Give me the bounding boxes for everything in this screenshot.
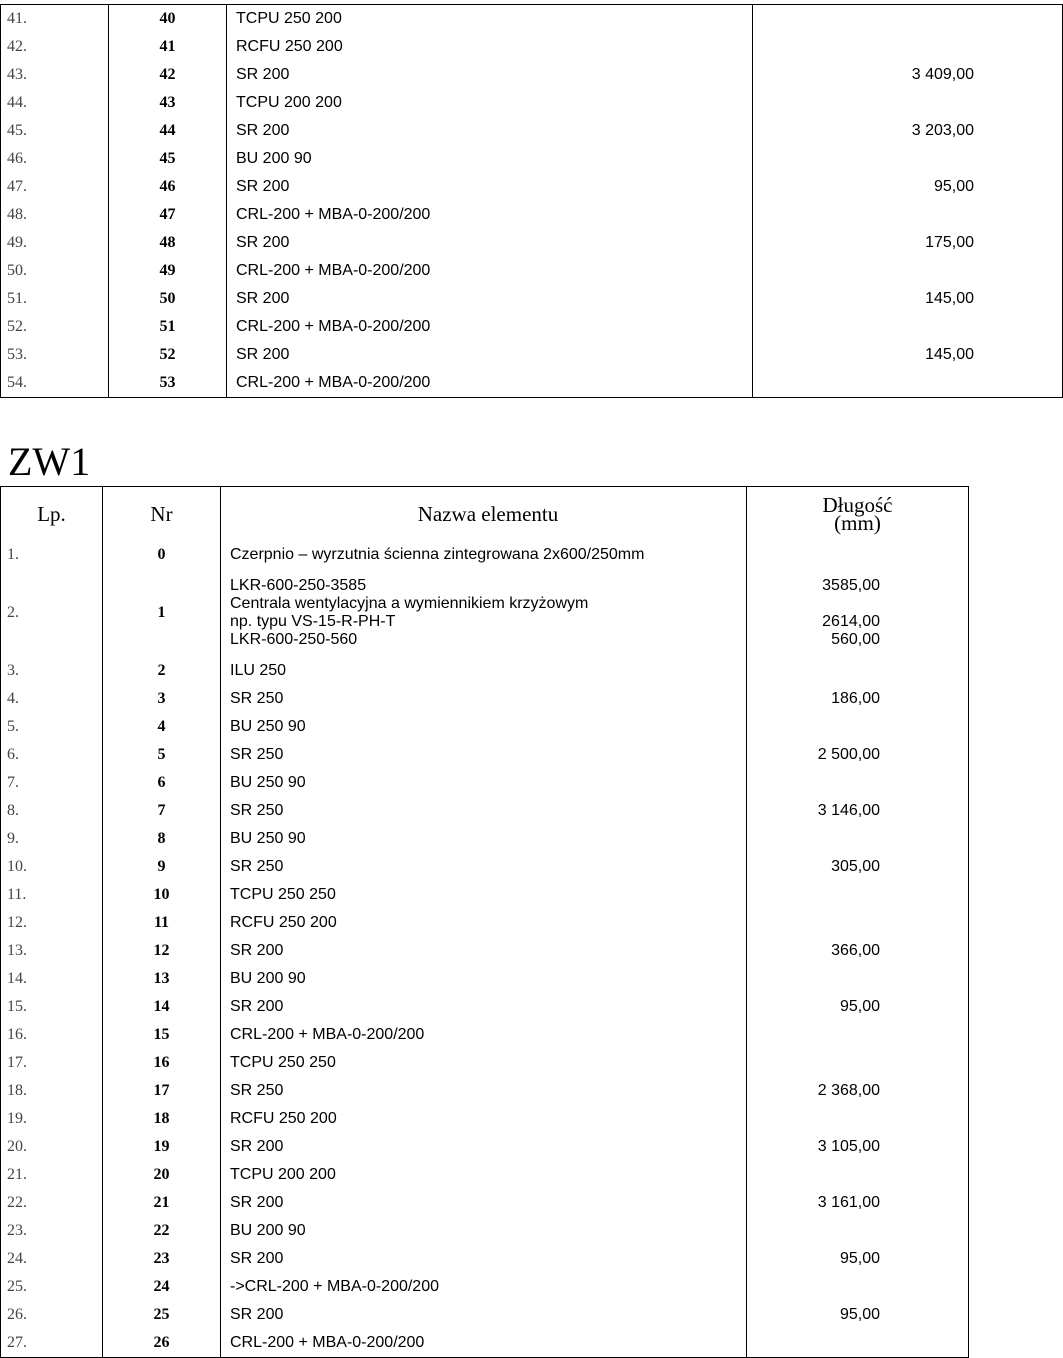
table-row (1, 657, 969, 685)
row-nr: 7 (103, 797, 221, 825)
row-length (747, 825, 969, 853)
row-nr: 50 (109, 285, 227, 313)
table-row (1, 1021, 969, 1049)
row-lp: 41. (1, 5, 109, 34)
row-nr: 25 (103, 1301, 221, 1329)
table-row (1, 937, 969, 965)
table-row (1, 1133, 969, 1161)
row-length (747, 1329, 969, 1358)
table-row (1, 1105, 969, 1133)
row-nr: 48 (109, 229, 227, 257)
row-nr: 46 (109, 173, 227, 201)
row-nr: 16 (103, 1049, 221, 1077)
row-length (753, 89, 1063, 117)
row-length-line: 3585,00 (822, 577, 880, 594)
table-row (1, 117, 1063, 145)
table-row (1, 993, 969, 1021)
row-length: 366,00 (747, 937, 969, 965)
table-row (1, 89, 1063, 117)
row-length (753, 313, 1063, 341)
header-nr: Nr (103, 487, 221, 542)
table-row (1, 285, 1063, 313)
row-length (753, 201, 1063, 229)
row-nr: 53 (109, 369, 227, 398)
row-lp: 51. (1, 285, 109, 313)
section-title: ZW1 (8, 439, 91, 484)
row-lp: 6. (1, 741, 103, 769)
row-name: SR 200 (221, 1245, 747, 1273)
row-lp: 47. (1, 173, 109, 201)
row-lp: 3. (1, 657, 103, 685)
row-length: 175,00 (753, 229, 1063, 257)
row-name: TCPU 250 250 (221, 881, 747, 909)
row-length (753, 33, 1063, 61)
row-name: BU 250 90 (221, 713, 747, 741)
row-name: SR 200 (227, 229, 753, 257)
table-row (1, 741, 969, 769)
row-name: BU 200 90 (227, 145, 753, 173)
row-length (747, 909, 969, 937)
row-lp: 13. (1, 937, 103, 965)
row-length-multiline (747, 569, 969, 657)
row-nr: 3 (103, 685, 221, 713)
row-length: 95,00 (753, 173, 1063, 201)
row-lp: 50. (1, 257, 109, 285)
row-lp: 8. (1, 797, 103, 825)
table-row (1, 33, 1063, 61)
row-length: 3 409,00 (753, 61, 1063, 89)
row-length (747, 965, 969, 993)
row-lp: 22. (1, 1189, 103, 1217)
row-nr: 15 (103, 1021, 221, 1049)
row-nr: 10 (103, 881, 221, 909)
row-nr: 40 (109, 5, 227, 34)
row-length (747, 881, 969, 909)
row-nr: 6 (103, 769, 221, 797)
table-row (1, 797, 969, 825)
row-name: RCFU 250 200 (227, 33, 753, 61)
row-name: SR 250 (221, 853, 747, 881)
row-nr: 2 (103, 657, 221, 685)
table-row (1, 1189, 969, 1217)
table-row (1, 341, 1063, 369)
row-nr: 18 (103, 1105, 221, 1133)
table-row (1, 313, 1063, 341)
row-length: 2 368,00 (747, 1077, 969, 1105)
row-name: ILU 250 (221, 657, 747, 685)
row-nr: 52 (109, 341, 227, 369)
table-row (1, 1245, 969, 1273)
row-length (747, 1105, 969, 1133)
row-lp: 1. (1, 541, 103, 569)
row-lp: 52. (1, 313, 109, 341)
row-lp: 14. (1, 965, 103, 993)
row-nr: 51 (109, 313, 227, 341)
table-row (1, 1077, 969, 1105)
row-nr: 13 (103, 965, 221, 993)
row-name: SR 200 (221, 1189, 747, 1217)
row-lp: 48. (1, 201, 109, 229)
row-length: 95,00 (747, 1245, 969, 1273)
row-length: 305,00 (747, 853, 969, 881)
table-row (1, 1161, 969, 1189)
row-lp: 44. (1, 89, 109, 117)
row-length: 3 105,00 (747, 1133, 969, 1161)
header-length (747, 487, 969, 542)
table-row (1, 713, 969, 741)
row-length (753, 369, 1063, 398)
table-row (1, 853, 969, 881)
table-row-multiline (1, 569, 969, 657)
zw1-table-body (1, 487, 969, 1358)
row-name: RCFU 250 200 (221, 909, 747, 937)
row-length: 2 500,00 (747, 741, 969, 769)
row-name: SR 250 (221, 685, 747, 713)
row-nr: 45 (109, 145, 227, 173)
table-row (1, 965, 969, 993)
table-row (1, 1049, 969, 1077)
row-length: 145,00 (753, 285, 1063, 313)
row-name: SR 200 (221, 937, 747, 965)
row-lp: 43. (1, 61, 109, 89)
table-row (1, 201, 1063, 229)
row-name: BU 200 90 (221, 965, 747, 993)
table-header-row (1, 487, 969, 542)
row-nr: 21 (103, 1189, 221, 1217)
row-name: SR 200 (227, 61, 753, 89)
row-nr: 42 (109, 61, 227, 89)
row-length: 3 161,00 (747, 1189, 969, 1217)
top-table-body (1, 5, 1063, 398)
row-name: SR 200 (221, 993, 747, 1021)
table-row (1, 825, 969, 853)
row-name: CRL-200 + MBA-0-200/200 (227, 369, 753, 398)
row-lp: 16. (1, 1021, 103, 1049)
table-row (1, 229, 1063, 257)
row-length (747, 1049, 969, 1077)
row-length (747, 1021, 969, 1049)
table-row (1, 541, 969, 569)
row-length (747, 541, 969, 569)
row-name-multiline (221, 569, 747, 657)
row-length (747, 1217, 969, 1245)
row-length-line: 560,00 (831, 631, 880, 648)
row-nr: 49 (109, 257, 227, 285)
row-name: SR 200 (227, 117, 753, 145)
table-row (1, 1329, 969, 1358)
table-row (1, 769, 969, 797)
row-length (747, 713, 969, 741)
row-lp: 18. (1, 1077, 103, 1105)
row-name: Czerpnio – wyrzutnia ścienna zintegrowana 2x600/250mm (221, 541, 747, 569)
table-row (1, 145, 1063, 173)
row-lp: 25. (1, 1273, 103, 1301)
row-lp: 49. (1, 229, 109, 257)
row-name: SR 200 (227, 285, 753, 313)
row-length (753, 257, 1063, 285)
row-lp: 24. (1, 1245, 103, 1273)
row-lp: 42. (1, 33, 109, 61)
row-nr: 17 (103, 1077, 221, 1105)
row-name: SR 200 (221, 1133, 747, 1161)
row-name: TCPU 200 200 (221, 1161, 747, 1189)
header-name: Nazwa elementu (221, 487, 747, 542)
table-row (1, 1301, 969, 1329)
row-name-line: LKR-600-250-3585 (230, 577, 367, 594)
row-nr: 23 (103, 1245, 221, 1273)
row-length: 3 146,00 (747, 797, 969, 825)
row-name: SR 250 (221, 797, 747, 825)
row-nr: 1 (103, 569, 221, 657)
row-nr: 0 (103, 541, 221, 569)
row-length-line: 2614,00 (822, 613, 880, 630)
row-nr: 11 (103, 909, 221, 937)
row-name: SR 200 (227, 341, 753, 369)
row-length (747, 769, 969, 797)
row-nr: 5 (103, 741, 221, 769)
row-length (747, 1161, 969, 1189)
row-lp: 4. (1, 685, 103, 713)
row-name: SR 250 (221, 1077, 747, 1105)
row-lp: 23. (1, 1217, 103, 1245)
row-name: CRL-200 + MBA-0-200/200 (221, 1329, 747, 1358)
row-lp: 26. (1, 1301, 103, 1329)
zw1-table (0, 486, 969, 1358)
row-name: SR 200 (227, 173, 753, 201)
row-lp: 15. (1, 993, 103, 1021)
row-name: CRL-200 + MBA-0-200/200 (227, 201, 753, 229)
row-lp: 10. (1, 853, 103, 881)
table-row (1, 881, 969, 909)
row-length: 145,00 (753, 341, 1063, 369)
row-name: CRL-200 + MBA-0-200/200 (221, 1021, 747, 1049)
row-name: ->CRL-200 + MBA-0-200/200 (221, 1273, 747, 1301)
row-nr: 8 (103, 825, 221, 853)
top-table (0, 4, 1063, 398)
table-row (1, 61, 1063, 89)
row-lp: 27. (1, 1329, 103, 1358)
table-row (1, 909, 969, 937)
row-nr: 12 (103, 937, 221, 965)
row-lp: 19. (1, 1105, 103, 1133)
row-length (753, 5, 1063, 34)
row-nr: 44 (109, 117, 227, 145)
row-nr: 14 (103, 993, 221, 1021)
row-length (753, 145, 1063, 173)
row-name: TCPU 250 200 (227, 5, 753, 34)
table-row (1, 685, 969, 713)
table-row (1, 1217, 969, 1245)
row-name: TCPU 250 250 (221, 1049, 747, 1077)
row-lp: 46. (1, 145, 109, 173)
row-name: RCFU 250 200 (221, 1105, 747, 1133)
row-nr: 47 (109, 201, 227, 229)
row-lp: 21. (1, 1161, 103, 1189)
row-nr: 19 (103, 1133, 221, 1161)
row-lp: 53. (1, 341, 109, 369)
row-length-line (747, 595, 880, 613)
table-row (1, 5, 1063, 34)
row-nr: 22 (103, 1217, 221, 1245)
table-row (1, 257, 1063, 285)
row-name: CRL-200 + MBA-0-200/200 (227, 313, 753, 341)
row-length: 186,00 (747, 685, 969, 713)
row-name-line: np. typu VS-15-R-PH-T (230, 613, 396, 630)
row-nr: 41 (109, 33, 227, 61)
row-lp: 5. (1, 713, 103, 741)
table-row (1, 1273, 969, 1301)
row-nr: 26 (103, 1329, 221, 1358)
row-lp: 17. (1, 1049, 103, 1077)
row-name-line: LKR-600-250-560 (230, 631, 358, 648)
row-lp: 54. (1, 369, 109, 398)
row-nr: 4 (103, 713, 221, 741)
row-length: 3 203,00 (753, 117, 1063, 145)
row-name: BU 200 90 (221, 1217, 747, 1245)
row-name: CRL-200 + MBA-0-200/200 (227, 257, 753, 285)
row-nr: 9 (103, 853, 221, 881)
header-lp: Lp. (1, 487, 103, 542)
row-lp: 12. (1, 909, 103, 937)
row-name: BU 250 90 (221, 825, 747, 853)
table-row (1, 173, 1063, 201)
header-length-line2: (mm) (834, 511, 881, 535)
row-lp: 2. (1, 569, 103, 657)
row-nr: 43 (109, 89, 227, 117)
row-length: 95,00 (747, 1301, 969, 1329)
row-nr: 24 (103, 1273, 221, 1301)
row-name: SR 200 (221, 1301, 747, 1329)
row-lp: 7. (1, 769, 103, 797)
row-name: TCPU 200 200 (227, 89, 753, 117)
row-lp: 9. (1, 825, 103, 853)
row-length: 95,00 (747, 993, 969, 1021)
row-lp: 45. (1, 117, 109, 145)
row-lp: 11. (1, 881, 103, 909)
row-length (747, 1273, 969, 1301)
row-nr: 20 (103, 1161, 221, 1189)
header-length-line1: Długość (822, 493, 893, 517)
row-name: SR 250 (221, 741, 747, 769)
table-row (1, 369, 1063, 398)
row-name: BU 250 90 (221, 769, 747, 797)
row-name-line: Centrala wentylacyjna a wymiennikiem krzyżowym (230, 595, 589, 612)
row-lp: 20. (1, 1133, 103, 1161)
row-length (747, 657, 969, 685)
